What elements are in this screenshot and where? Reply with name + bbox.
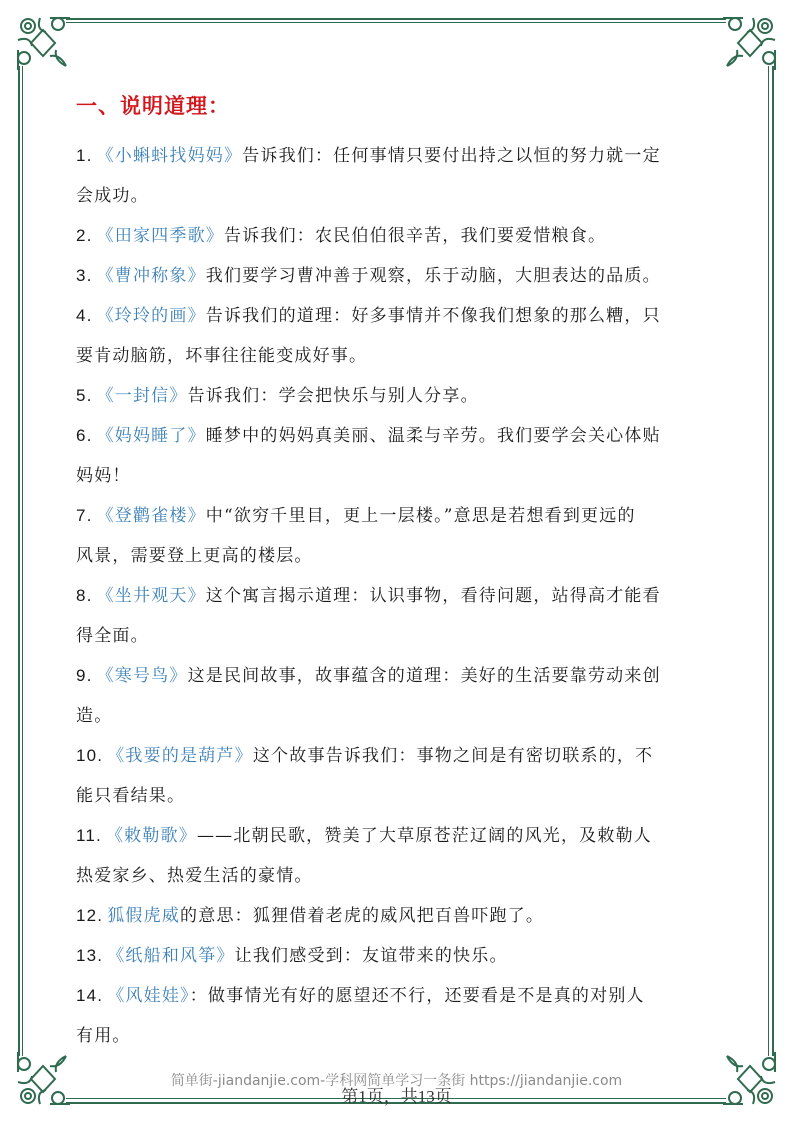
list-item xyxy=(76,416,726,496)
item-number: 6. xyxy=(76,426,93,445)
item-title: 《妈妈睡了》 xyxy=(96,426,206,446)
item-title: 《小蝌蚪找妈妈》 xyxy=(96,146,243,166)
list-item xyxy=(76,136,726,216)
item-number: 4. xyxy=(76,306,93,325)
item-title: 《寒号鸟》 xyxy=(96,666,188,686)
list-item xyxy=(76,816,726,896)
list-item xyxy=(76,656,726,736)
list-item xyxy=(76,896,726,936)
border-top xyxy=(66,18,726,20)
item-number: 10. xyxy=(76,746,104,765)
list-item xyxy=(76,736,726,816)
item-title: 《我要的是葫芦》 xyxy=(107,746,253,766)
list-item xyxy=(76,976,726,1056)
item-title: 《敕勒歌》 xyxy=(105,826,197,846)
border-left xyxy=(18,66,20,1056)
list-item xyxy=(76,496,726,576)
border-right-inner xyxy=(768,66,769,1056)
item-number: 8. xyxy=(76,586,93,605)
list-item xyxy=(76,216,726,256)
border-top-inner xyxy=(66,22,726,23)
item-text: 的意思：狐狸借着老虎的威风把百兽吓跑了。 xyxy=(180,906,545,926)
list-item xyxy=(76,376,726,416)
page-number: 第1页，共13页 xyxy=(341,1087,452,1106)
section-heading: 一、说明道理： xyxy=(76,93,230,118)
item-number: 1. xyxy=(76,146,93,165)
item-text: 告诉我们：学会把快乐与别人分享。 xyxy=(187,386,479,406)
item-text: 能只看结果。 xyxy=(76,786,186,806)
item-number: 7. xyxy=(76,506,93,525)
item-text: 热爱家乡、热爱生活的豪情。 xyxy=(76,866,313,886)
item-number: 9. xyxy=(76,666,93,685)
item-text: 妈妈！ xyxy=(76,466,131,486)
item-title: 《一封信》 xyxy=(96,386,188,406)
item-number: 2. xyxy=(76,226,93,245)
item-text: 这是民间故事，故事蕴含的道理：美好的生活要靠劳动来创 xyxy=(187,666,661,686)
item-text: 要肯动脑筋，坏事往往能变成好事。 xyxy=(76,346,368,366)
watermark-text: 简单街-jiandanjie.com-学科网简单学习一条街 https://jiandanjie.com xyxy=(170,1073,623,1089)
item-text: 这个寓言揭示道理：认识事物，看待问题，站得高才能看 xyxy=(205,586,661,606)
border-right xyxy=(772,66,774,1056)
item-title: 狐假虎威 xyxy=(107,906,181,926)
list-item xyxy=(76,296,726,376)
item-number: 12. xyxy=(76,906,104,925)
item-text: 我们要学习曹冲善于观察，乐于动脑，大胆表达的品质。 xyxy=(205,266,661,286)
item-title: 《坐井观天》 xyxy=(96,586,206,606)
item-list xyxy=(76,136,726,1056)
item-text: ——北朝民歌，赞美了大草原苍茫辽阔的风光，及敕勒人 xyxy=(196,826,652,846)
item-text: 让我们感受到：友谊带来的快乐。 xyxy=(234,946,508,966)
item-title: 《风娃娃》 xyxy=(107,986,190,1006)
list-item xyxy=(76,256,726,296)
item-text: 有用。 xyxy=(76,1026,131,1046)
item-text: 睡梦中的妈妈真美丽、温柔与辛劳。我们要学会关心体贴 xyxy=(205,426,661,446)
item-title: 《登鹳雀楼》 xyxy=(96,506,206,526)
item-text: ：做事情光有好的愿望还不行，还要看是不是真的对别人 xyxy=(189,986,645,1006)
item-text: 造。 xyxy=(76,706,113,726)
item-text: 风景，需要登上更高的楼层。 xyxy=(76,546,313,566)
item-text: 告诉我们的道理：好多事情并不像我们想象的那么糟，只 xyxy=(205,306,661,326)
corner-ornament-icon xyxy=(717,10,783,76)
item-number: 5. xyxy=(76,386,93,405)
document-body xyxy=(76,90,726,1056)
list-item xyxy=(76,576,726,656)
item-text: 告诉我们：农民伯伯很辛苦，我们要爱惜粮食。 xyxy=(223,226,607,246)
item-text: 这个故事告诉我们：事物之间是有密切联系的，不 xyxy=(252,746,654,766)
list-item xyxy=(76,936,726,976)
item-text: 得全面。 xyxy=(76,626,149,646)
item-text: 告诉我们：任何事情只要付出持之以恒的努力就一定 xyxy=(242,146,661,166)
item-text: 中“欲穷千里目，更上一层楼。”意思是若想看到更远的 xyxy=(205,506,636,526)
item-number: 11. xyxy=(76,826,102,845)
item-number: 3. xyxy=(76,266,93,285)
item-title: 《曹冲称象》 xyxy=(96,266,206,286)
item-text: 会成功。 xyxy=(76,186,149,206)
corner-ornament-icon xyxy=(10,10,76,76)
item-number: 13. xyxy=(76,946,104,965)
item-title: 《纸船和风筝》 xyxy=(107,946,235,966)
border-left-inner xyxy=(22,66,23,1056)
item-title: 《田家四季歌》 xyxy=(96,226,224,246)
item-number: 14. xyxy=(76,986,104,1005)
item-title: 《玲玲的画》 xyxy=(96,306,206,326)
